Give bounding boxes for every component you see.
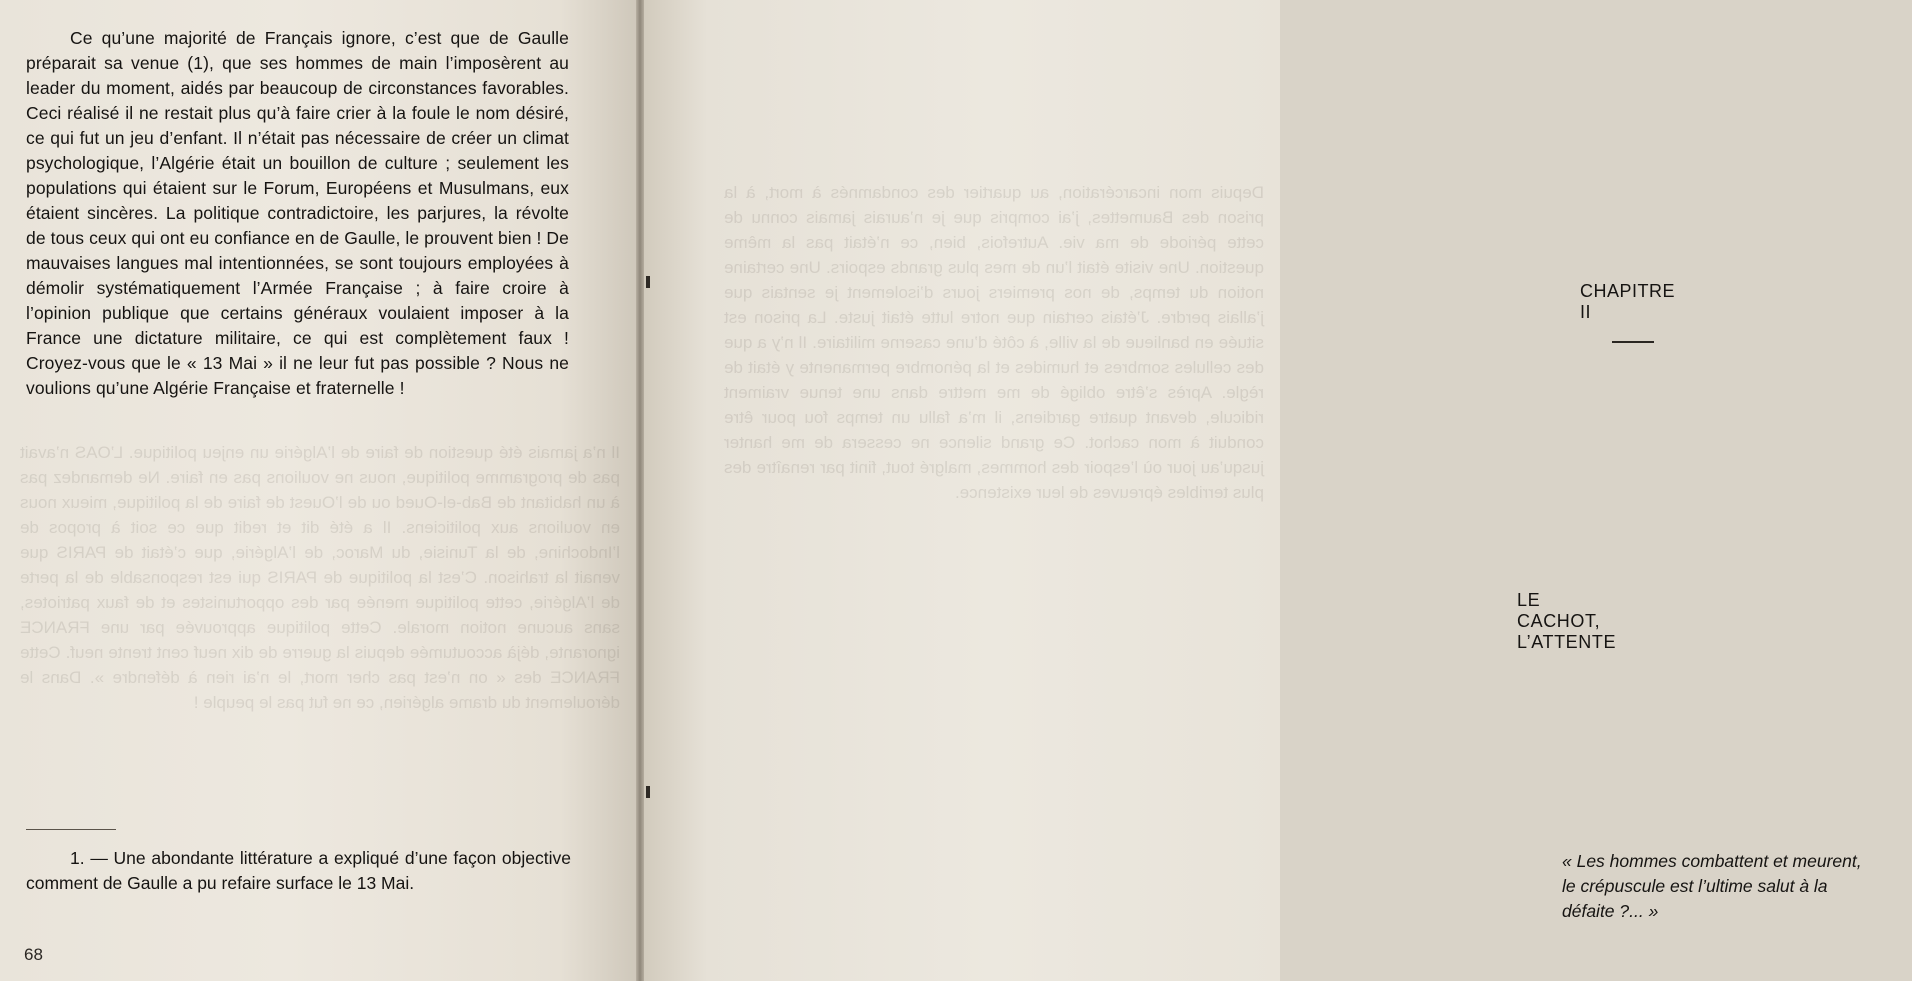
footnote-separator <box>26 829 116 830</box>
show-through-text: Depuis mon incarcération, au quartier des condamnés à mort, à la prison des Baumettes, j’ai compris que je n’aurais jamais connu de cette période de ma vie. Autrefois, bien, ce n’était pas la même question. Une visite était l’un de mes plus grands espoirs. Une certaine notion du temps, de nos premiers jours d’isolement je sentais que j’allais perdre. J’étais certain que notre lutte était juste. La prison est située en banlieue de la ville, à côté d’une caserne militaire. Il n’y a que des cellules sombres et humides et la pénombre permanente y était de règle. Après s’être obligé de me mettre dans une tenue vraiment ridicule, devant quatre gardiens, il m’a fallu un temps fou pour être conduit à mon cachot. Ce grand silence ne cessera de me hanter jusqu’au jour où l’espoir des hommes, malgré tout, finit par renaître des plus terribles épreuves de leur existence. <box>724 183 1264 502</box>
left-page <box>0 0 636 981</box>
show-through-text: Il n’a jamais été question de faire de l’Algérie un enjeu politique. L’OAS n’avait pas de programme politique, nous ne voulions pas en faire. Ne demandez pas à un habitant de Bab-el-Oued ou de l’Ouest de faire de la politique, mieux nous en voulions aux politiciens. Il a été dit et redit que ce soit à propos de l’Indochine, de la Tunisie, du Maroc, de l’Algérie, que c’était de PARIS que venait la trahison. C’est la politique de PARIS qui est responsable de la perte de l’Algérie, cette politique menée par des opportunistes et de faux patriotes, sans aucune notion morale. Cette politique approuvée par une FRANCE ignorante, déjà accoutumée depuis la guerre de dix neuf cent trente neuf. Cette FRANCE des « on n’est pas cher mort, le n’ai rien à défendre ». Dans le déroulement du drame algérien, ce ne fut pas le peuple ! <box>20 443 620 712</box>
chapter-rule <box>1612 341 1654 343</box>
epigraph-line: « Les hommes combattent et meurent, <box>1562 851 1862 871</box>
binding-mark <box>646 786 650 798</box>
epigraph-line: le crépuscule est l’ultime salut à la <box>1562 876 1828 896</box>
book-gutter <box>636 0 644 981</box>
footnote-text: 1. — Une abondante littérature a expliqué d’une façon objective comment de Gaulle a pu refaire surface le 13 Mai. <box>26 848 571 893</box>
paragraph: Ce qu’une majorité de Français ignore, c’est que de Gaulle préparait sa venue (1), que ses hommes de main l’imposèrent au leader du moment, aidés par beaucoup de circonstances favorables. Ceci réalisé il ne restait plus qu’à faire crier à la foule le nom désiré, ce qui fut un jeu d’enfant. Il n’était pas nécessaire de créer un climat psychologique, l’Algérie était un bouillon de culture ; seulement les populations qui étaient sur le Forum, Européens et Musulmans, eux étaient sincères. La politique contradictoire, les parjures, la révolte de tous ceux qui ont eu confiance en de Gaulle, le prouvent bien ! De mauvaises langues mal intentionnées, se sont toujours employées à démolir systématiquement l’Armée Française ; à faire croire à l’opinion publique que certains généraux voulaient imposer à la France une dictature militaire, ce qui est complètement faux ! Croyez-vous que le « 13 Mai » il ne leur fut pas possible ? Nous ne voulions qu’une Algérie Française et fraternelle ! <box>26 28 569 398</box>
page-number: 68 <box>24 945 43 964</box>
epigraph <box>1562 849 1912 924</box>
footnote <box>26 846 571 896</box>
chapter-title: LE CACHOT, L’ATTENTE <box>1517 590 1617 652</box>
right-page <box>644 0 1862 981</box>
binding-mark <box>646 276 650 288</box>
main-text <box>26 26 569 401</box>
chapter-number: CHAPITRE II <box>1580 281 1676 322</box>
epigraph-line: défaite ?... » <box>1562 901 1659 921</box>
